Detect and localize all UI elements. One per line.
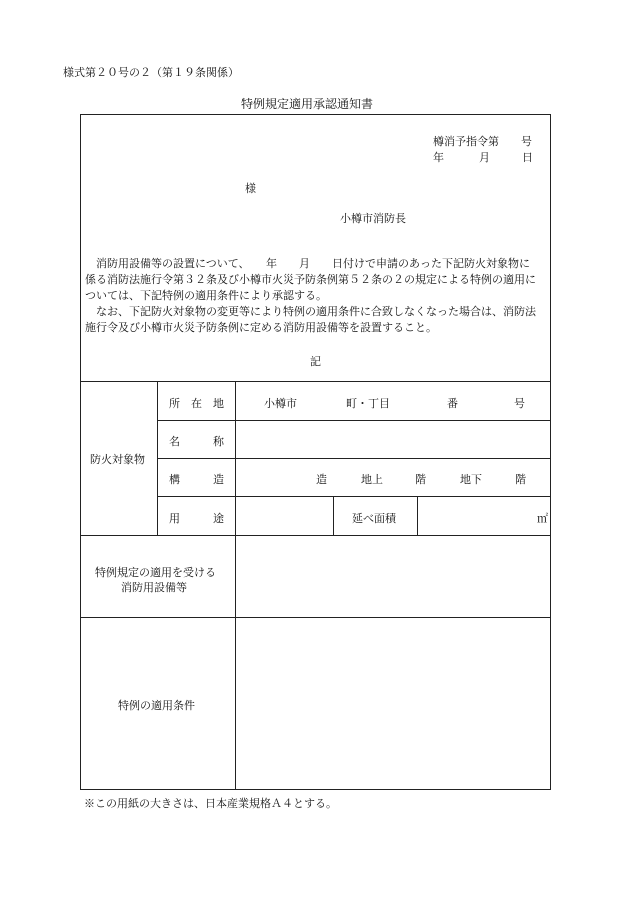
divider-table-top xyxy=(80,381,551,382)
location-town: 町・丁目 xyxy=(346,397,390,410)
divider-group-col xyxy=(157,381,158,535)
body-line-3: ついては、下記特例の適用条件により承認する。 xyxy=(85,289,327,302)
divider-label-col xyxy=(235,381,236,790)
label-equipment-line2: 消防用設備等 xyxy=(121,581,187,594)
structure-kai-below: 階 xyxy=(515,473,526,486)
label-conditions: 特例の適用条件 xyxy=(118,699,195,712)
footnote: ※この用紙の大きさは、日本産業規格Ａ４とする。 xyxy=(84,797,337,810)
divider-row-2 xyxy=(157,458,551,459)
divider-row-3 xyxy=(157,496,551,497)
body-line-2: 係る消防法施行令第３２条及び小樽市火災予防条例第５２条の２の規定による特例の適用に xyxy=(85,273,536,286)
date-day: 日 xyxy=(522,151,533,164)
location-ban: 番 xyxy=(447,397,458,410)
form-number: 様式第２０号の２（第１９条関係） xyxy=(63,66,239,79)
structure-kai-above: 階 xyxy=(415,473,426,486)
document-number: 樽消予指令第 号 xyxy=(433,135,532,148)
ki-label: 記 xyxy=(310,355,321,368)
date-year: 年 xyxy=(433,151,444,164)
area-unit: ㎡ xyxy=(537,512,548,525)
group-label-fire-object: 防火対象物 xyxy=(90,453,145,466)
label-total-floor-area: 延べ面積 xyxy=(352,512,396,525)
label-equipment-line1: 特例規定の適用を受ける xyxy=(95,566,216,579)
structure-zo: 造 xyxy=(316,473,327,486)
structure-above: 地上 xyxy=(361,473,383,486)
body-line-5: 施行令及び小樽市火災予防条例に定める消防用設備等を設置すること。 xyxy=(85,321,437,334)
label-location: 所 在 地 xyxy=(169,397,224,410)
addressee-suffix: 様 xyxy=(245,182,256,195)
page-title: 特例規定適用承認通知書 xyxy=(241,97,374,111)
location-city: 小樽市 xyxy=(264,397,297,410)
divider-group-bottom xyxy=(80,535,551,536)
body-line-4: なお、下記防火対象物の変更等により特例の適用条件に合致しなくなった場合は、消防法 xyxy=(85,305,536,318)
divider-row-1 xyxy=(157,420,551,421)
label-structure: 構 造 xyxy=(169,473,224,486)
body-line-1: 消防用設備等の設置について、 年 月 日付けで申請のあった下記防火対象物に xyxy=(85,257,530,270)
label-name: 名 称 xyxy=(169,435,224,448)
date-month: 月 xyxy=(479,151,490,164)
divider-area-col-right xyxy=(417,496,418,535)
issuer: 小樽市消防長 xyxy=(340,212,406,225)
divider-equipment-bottom xyxy=(80,617,551,618)
divider-area-col-left xyxy=(333,496,334,535)
location-go: 号 xyxy=(514,397,525,410)
form-frame xyxy=(80,114,551,790)
label-use: 用 途 xyxy=(169,512,224,525)
structure-below: 地下 xyxy=(460,473,482,486)
